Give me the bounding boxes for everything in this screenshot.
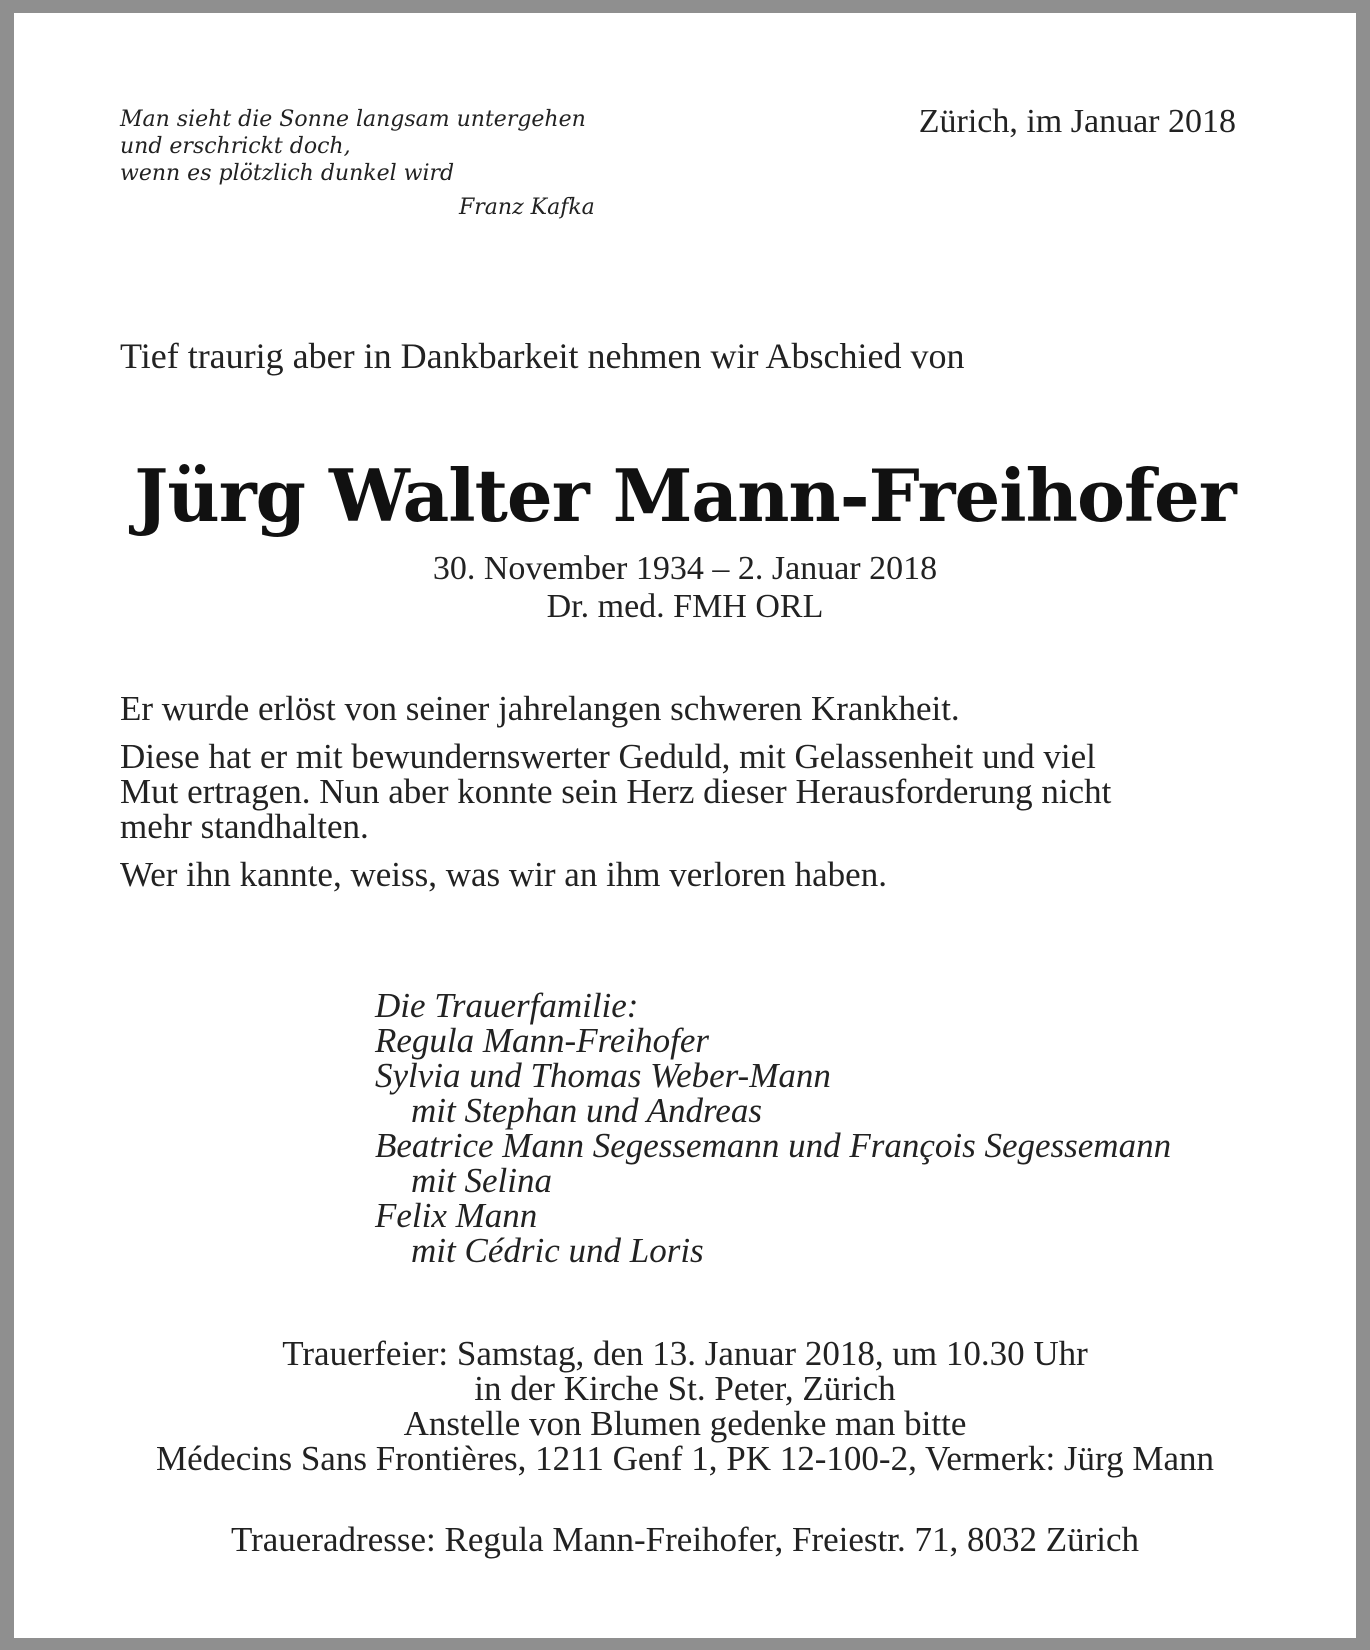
obituary-page [14, 13, 1356, 1638]
family-heading: Die Trauerfamilie: [375, 986, 639, 1025]
ceremony-line: Trauerfeier: Samstag, den 13. Januar 2018, um 10.30 Uhr [282, 1334, 1088, 1373]
deceased-name: Jürg Walter Mann-Freihofer [134, 453, 1236, 538]
ceremony-line: in der Kirche St. Peter, Zürich [474, 1369, 896, 1408]
family-member: Beatrice Mann Segessemann und François Segessemann [375, 1126, 1172, 1165]
life-dates: 30. November 1934 – 2. Januar 2018 [432, 550, 938, 587]
mourning-family [375, 988, 1171, 1268]
deceased-title: Dr. med. FMH ORL [546, 588, 824, 625]
intro-text: Tief traurig aber in Dankbarkeit nehmen wir Abschied von [120, 336, 965, 376]
body-paragraph [120, 739, 1260, 844]
obituary-body [120, 691, 1260, 905]
body-paragraph: Er wurde erlöst von seiner jahrelangen schweren Krankheit. [120, 689, 960, 728]
motto-line: wenn es plötzlich dunkel wird [120, 161, 455, 186]
place-date: Zürich, im Januar 2018 [918, 103, 1236, 140]
mourning-address: Traueradresse: Regula Mann-Freihofer, Freiestr. 71, 8032 Zürich [230, 1520, 1140, 1559]
motto-author: Franz Kafka [459, 195, 595, 220]
family-member: mit Cédric und Loris [411, 1231, 704, 1270]
family-member: Felix Mann [375, 1196, 538, 1235]
body-paragraph: Wer ihn kannte, weiss, was wir an ihm verloren haben. [120, 855, 887, 894]
motto-line: und erschrickt doch, [120, 134, 351, 159]
motto-quote [120, 106, 586, 187]
body-line: Mut ertragen. Nun aber konnte sein Herz dieser Herausforderung nicht [120, 772, 1112, 811]
body-line: mehr standhalten. [120, 807, 369, 846]
family-member: Sylvia und Thomas Weber-Mann [375, 1056, 831, 1095]
ceremony-line: Médecins Sans Frontières, 1211 Genf 1, PK 12-100-2, Vermerk: Jürg Mann [156, 1439, 1214, 1478]
motto-line: Man sieht die Sonne langsam untergehen [120, 107, 586, 132]
family-member: mit Selina [411, 1161, 552, 1200]
family-member: mit Stephan und Andreas [411, 1091, 762, 1130]
ceremony-info [14, 1336, 1356, 1476]
body-line: Diese hat er mit bewundernswerter Geduld, mit Gelassenheit und viel [120, 737, 1096, 776]
ceremony-line: Anstelle von Blumen gedenke man bitte [403, 1404, 967, 1443]
family-member: Regula Mann-Freihofer [375, 1021, 710, 1060]
deceased-details [14, 550, 1356, 626]
